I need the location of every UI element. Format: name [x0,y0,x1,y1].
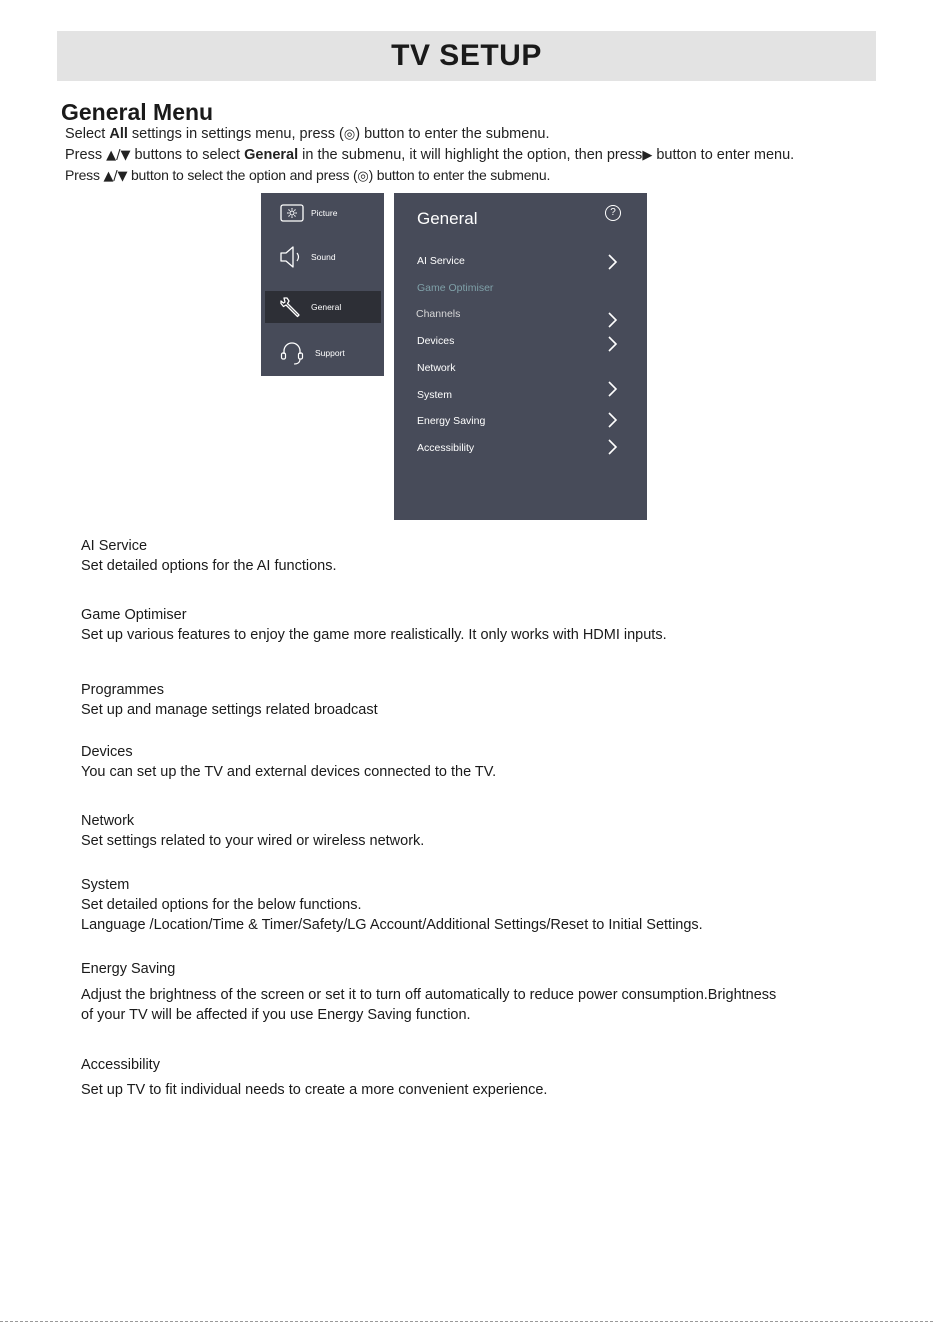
right-arrow-symbol: ▶ [642,148,653,163]
desc-title-system: System [81,877,130,893]
instr-text: buttons to select [130,147,245,163]
desc-text: Adjust the brightness of the screen or set it to turn off automatically to reduce power consumption.Brightness [81,987,777,1003]
instr-text: Select [65,126,110,142]
page-bottom-rule [0,1321,933,1322]
header-band [57,31,876,81]
speaker-icon [279,245,305,269]
instr-text: Press [65,167,104,183]
chevron-right-icon [606,438,618,456]
menu-item-label: Sound [311,252,336,262]
instr-bold: All [109,126,128,142]
desc-text: Set settings related to your wired or wireless network. [81,833,425,849]
desc-title-network: Network [81,813,135,829]
desc-text: of your TV will be affected if you use Energy Saving function. [81,1007,471,1023]
desc-title-energy-saving: Energy Saving [81,961,176,977]
submenu-item-devices[interactable]: Devices [417,335,455,347]
instr-bold: General [244,147,299,163]
picture-icon [279,201,305,225]
instr-text: button to select the option and press ( [127,167,358,183]
menu-item-label: Picture [311,208,338,218]
desc-title-programmes: Programmes [81,682,164,698]
menu-item-general[interactable] [265,291,381,323]
desc-text: Set detailed options for the below functions. [81,897,362,913]
instruction-line-2 [65,147,794,163]
submenu-item-network[interactable]: Network [417,362,456,374]
desc-title-devices: Devices [81,744,133,760]
desc-title-ai-service: AI Service [81,538,148,554]
section-title: General Menu [61,99,214,125]
desc-text: Set up various features to enjoy the game more realistically. It only works with HDMI inputs. [81,627,667,643]
instr-text: ) button to enter the submenu. [368,167,551,183]
headset-icon [279,341,305,365]
instr-text: Press [65,147,107,163]
chevron-right-icon [606,335,618,353]
desc-text: You can set up the TV and external devices connected to the TV. [81,764,497,780]
up-down-symbol: ▲/▼ [103,169,128,184]
instr-text: settings in settings menu, press ( [127,126,344,142]
up-down-symbol: ▲/▼ [106,148,131,163]
submenu-item-game-optimiser[interactable]: Game Optimiser [417,282,494,294]
chevron-right-icon [606,411,618,429]
ok-button-symbol: ◎ [343,127,356,142]
page-title: TV SETUP [391,39,542,72]
submenu-item-system[interactable]: System [417,389,453,401]
submenu-item-accessibility[interactable]: Accessibility [417,442,475,454]
general-submenu-panel [394,193,647,520]
submenu-item-ai-service[interactable]: AI Service [417,255,465,267]
desc-title-game-optimiser: Game Optimiser [81,607,187,623]
chevron-right-icon [606,253,618,271]
menu-item-support[interactable] [265,337,381,369]
chevron-right-icon [606,380,618,398]
instruction-line-1 [65,126,549,142]
instr-text: ) button to enter the submenu. [355,126,550,142]
settings-category-menu [261,193,384,376]
desc-title-accessibility: Accessibility [81,1057,160,1073]
instr-text: in the submenu, it will highlight the option, then press [298,147,643,163]
submenu-item-channels[interactable]: Channels [416,308,461,320]
chevron-right-icon [606,311,618,329]
desc-text: Set up TV to fit individual needs to create a more convenient experience. [81,1082,548,1098]
desc-text: Language /Location/Time & Timer/Safety/LG Account/Additional Settings/Reset to Initial Settings. [81,917,703,933]
submenu-title: General [417,209,478,228]
ok-button-symbol: ◎ [357,169,369,184]
instr-text: button to enter menu. [652,147,795,163]
menu-item-picture[interactable] [265,197,381,229]
desc-text: Set detailed options for the AI functions. [81,558,337,574]
menu-item-label: Support [315,348,345,358]
menu-item-sound[interactable] [265,241,381,273]
help-icon[interactable]: ? [605,205,621,221]
menu-item-label: General [311,302,342,312]
wrench-icon [279,295,305,319]
submenu-item-energy-saving[interactable]: Energy Saving [417,415,486,427]
desc-text: Set up and manage settings related broadcast [81,702,378,718]
instruction-line-3 [65,167,550,184]
